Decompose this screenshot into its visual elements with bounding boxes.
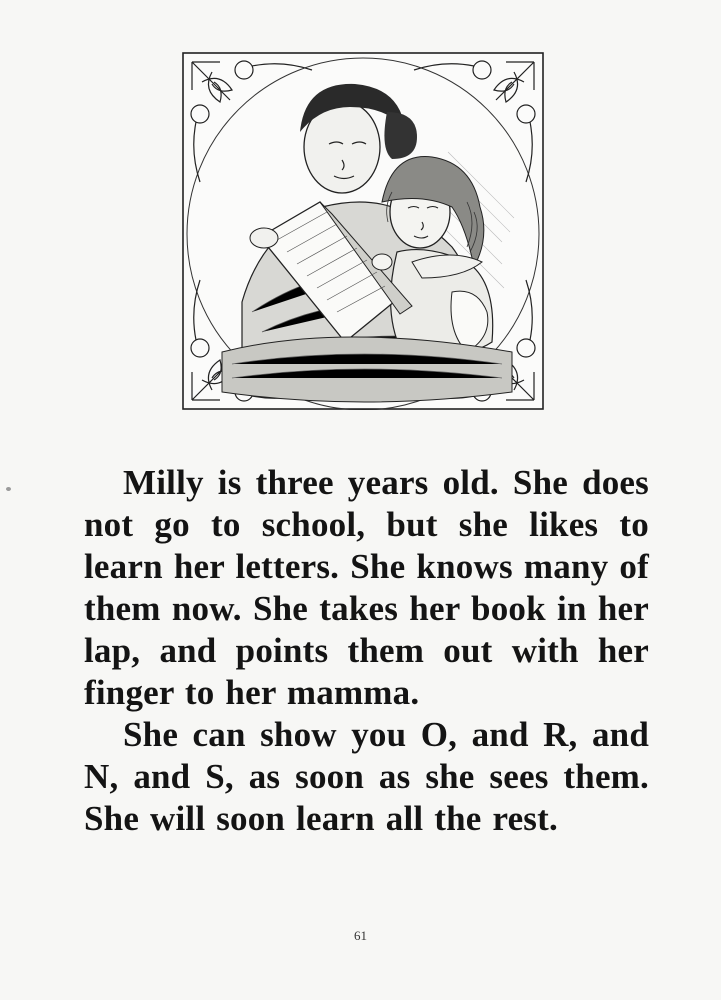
paragraph-1: Milly is three years old. She does not go to school, but she likes to learn her letters. She knows many of them now. She takes her book in her lap, and points them out with her finger to her mamma. — [84, 463, 649, 712]
page-number: 61 — [354, 928, 367, 943]
paragraph-2: She can show you O, and R, and N, and S, as soon as she sees them. She will soon learn all the rest. — [84, 715, 649, 838]
paper-speck — [6, 487, 11, 491]
engraving-illustration — [182, 52, 544, 410]
mother-reading-with-child-icon — [182, 52, 544, 410]
story-text — [84, 462, 649, 840]
